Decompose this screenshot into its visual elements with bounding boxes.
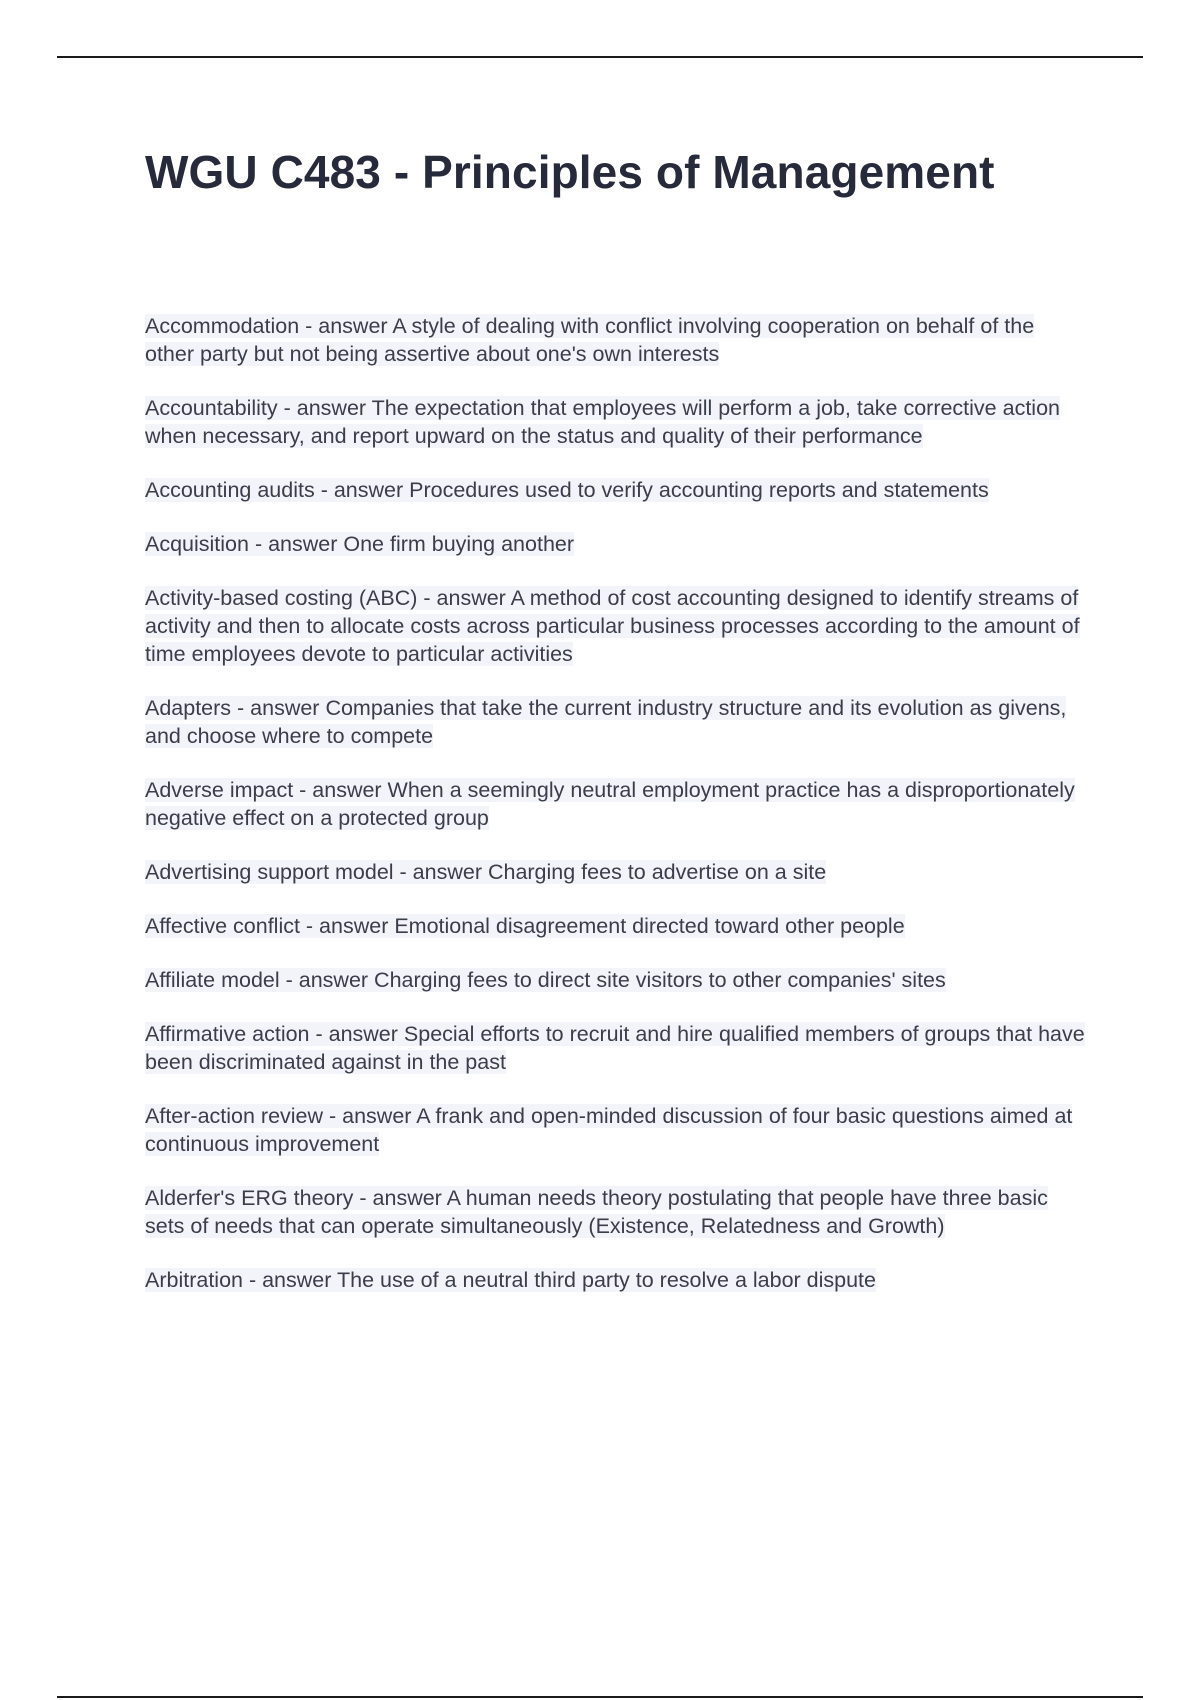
flashcard-text: After-action review - answer A frank and open-minded discussion of four basic questions aimed at continuous improvement xyxy=(145,1104,1073,1156)
flashcard-entry xyxy=(145,476,1085,504)
flashcard-text: Affirmative action - answer Special efforts to recruit and hire qualified members of groups that have been discriminated against in the past xyxy=(145,1022,1085,1074)
flashcard-text: Activity-based costing (ABC) - answer A method of cost accounting designed to identify streams of activity and then to allocate costs across particular business processes according to the amount of time employees devote to particular activities xyxy=(145,586,1080,666)
flashcard-text: Acquisition - answer One firm buying another xyxy=(145,532,575,556)
flashcard-text: Advertising support model - answer Charging fees to advertise on a site xyxy=(145,860,827,884)
flashcard-text: Accounting audits - answer Procedures used to verify accounting reports and statements xyxy=(145,478,989,502)
flashcard-text: Alderfer's ERG theory - answer A human needs theory postulating that people have three basic sets of needs that can operate simultaneously (Existence, Relatedness and Growth) xyxy=(145,1186,1048,1238)
bottom-divider xyxy=(57,1696,1143,1698)
flashcard-text: Affiliate model - answer Charging fees to direct site visitors to other companies' sites xyxy=(145,968,946,992)
flashcard-text: Accountability - answer The expectation that employees will perform a job, take corrective action when necessary, and report upward on the status and quality of their performance xyxy=(145,396,1060,448)
flashcard-text: Arbitration - answer The use of a neutral third party to resolve a labor dispute xyxy=(145,1268,876,1292)
flashcard-text: Adverse impact - answer When a seemingly neutral employment practice has a disproportionately negative effect on a protected group xyxy=(145,778,1075,830)
top-divider xyxy=(57,56,1143,58)
flashcard-entry xyxy=(145,776,1085,832)
flashcard-text: Adapters - answer Companies that take the current industry structure and its evolution as givens, and choose where to compete xyxy=(145,696,1067,748)
flashcard-entry xyxy=(145,1102,1085,1158)
flashcard-entry xyxy=(145,312,1085,368)
flashcard-entry xyxy=(145,966,1085,994)
page-title: WGU C483 - Principles of Management xyxy=(145,146,995,198)
flashcard-text: Affective conflict - answer Emotional disagreement directed toward other people xyxy=(145,914,905,938)
flashcard-list xyxy=(145,312,1085,1320)
flashcard-entry xyxy=(145,1184,1085,1240)
flashcard-text: Accommodation - answer A style of dealing with conflict involving cooperation on behalf of the other party but not being assertive about one's own interests xyxy=(145,314,1035,366)
flashcard-entry xyxy=(145,530,1085,558)
flashcard-entry xyxy=(145,1020,1085,1076)
flashcard-entry xyxy=(145,1266,1085,1294)
flashcard-entry xyxy=(145,694,1085,750)
flashcard-entry xyxy=(145,394,1085,450)
flashcard-entry xyxy=(145,912,1085,940)
flashcard-entry xyxy=(145,584,1085,668)
flashcard-entry xyxy=(145,858,1085,886)
